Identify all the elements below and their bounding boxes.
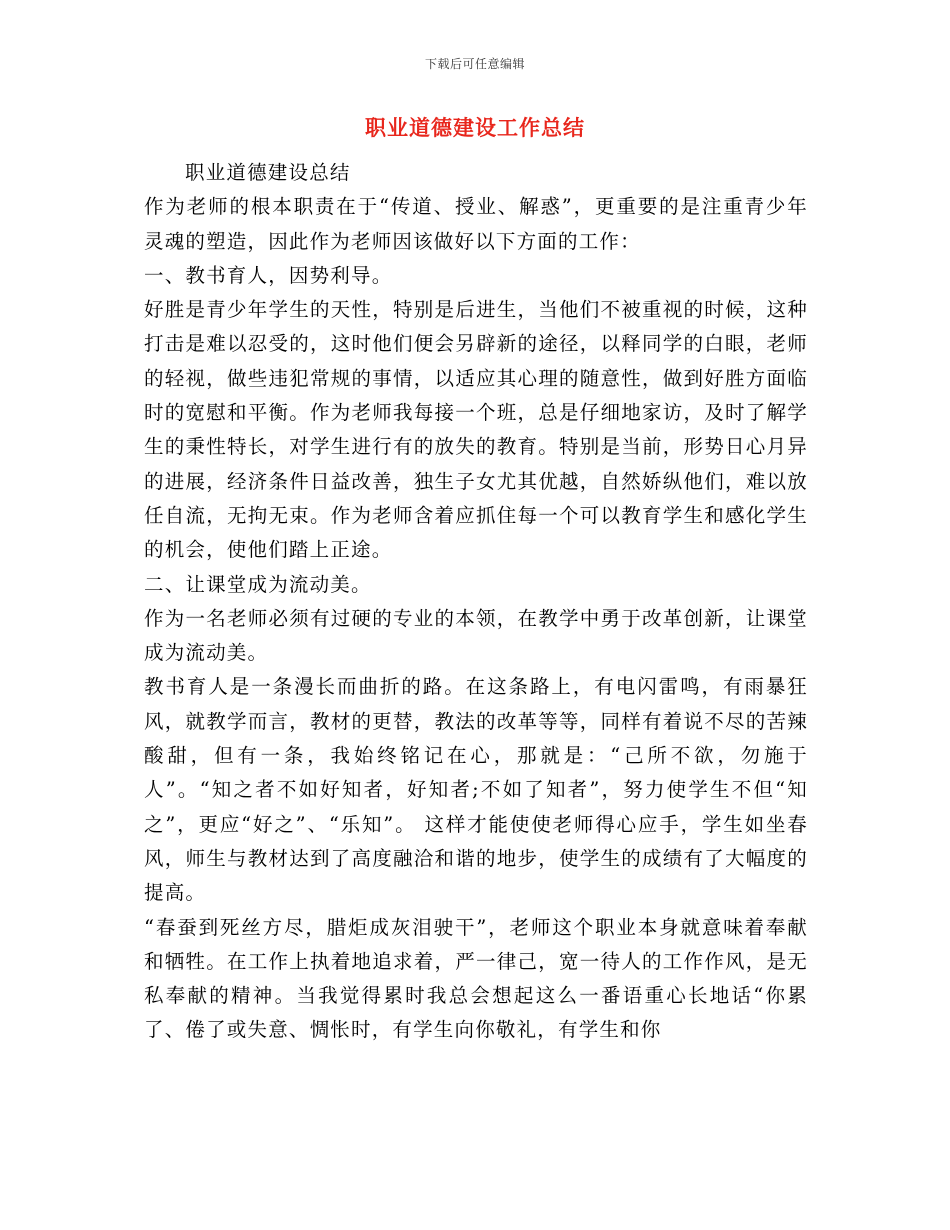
body-paragraph: “春蚕到死丝方尽，腊炬成灰泪驶干”，老师这个职业本身就意味着奉献和牺牲。在工作上执着地追求着，严一律己，宽一待人的工作作风，是无私奉献的精神。当我觉得累时我总会想起这么一番语重心长地话“你累了、倦了或失意、惆怅时，有学生向你敬礼，有学生和你 — [144, 915, 808, 1042]
body-paragraph: 作为一名老师必须有过硬的专业的本领，在教学中勇于改革创新，让课堂成为流动美。 — [144, 606, 808, 665]
body-paragraph: 作为老师的根本职责在于“传道、授业、解惑”，更重要的是注重青少年灵魂的塑造，因此作为老师因该做好以下方面的工作： — [144, 195, 808, 253]
document-body — [144, 156, 808, 1048]
body-paragraph: 好胜是青少年学生的天性，特别是后进生，当他们不被重视的时候，这种打击是难以忍受的，这时他们便会另辟新的途径，以释同学的白眼，老师的轻视，做些违犯常规的事情，以适应其心理的随意性，做到好胜方面临时的宽慰和平衡。作为老师我每接一个班，总是仔细地家访，及时了解学生的秉性特长，对学生进行有的放失的教育。特别是当前，形势日心月异的进展，经济条件日益改善，独生子女尤其优越，自然娇纵他们，难以放任自流，无拘无束。作为老师含着应抓住每一个可以教育学生和感化学生的机会，使他们踏上正途。 — [144, 298, 808, 562]
section-heading: 二、让课堂成为流动美。 — [144, 572, 372, 596]
section-heading: 一、教书育人，因势利导。 — [144, 263, 393, 287]
subtitle-paragraph: 职业道德建设总结 — [185, 161, 351, 184]
document-title: 职业道德建设工作总结 — [365, 115, 585, 140]
body-paragraph: 教书育人是一条漫长而曲折的路。在这条路上，有电闪雷鸣，有雨暴狂风，就教学而言，教材的更替，教法的改革等等，同样有着说不尽的苦辣酸甜，但有一条，我始终铭记在心，那就是：“己所不欲，勿施于人”。“知之者不如好知者，好知者;不如了知者”，努力使学生不但“知之”，更应“好之”、“乐知”。 这样才能使使老师得心应手，学生如坐春风，师生与教材达到了高度融洽和谐的地步，使学生的成绩有了大幅度的提高。 — [144, 675, 808, 905]
header-note: 下载后可任意编辑 — [424, 57, 525, 71]
